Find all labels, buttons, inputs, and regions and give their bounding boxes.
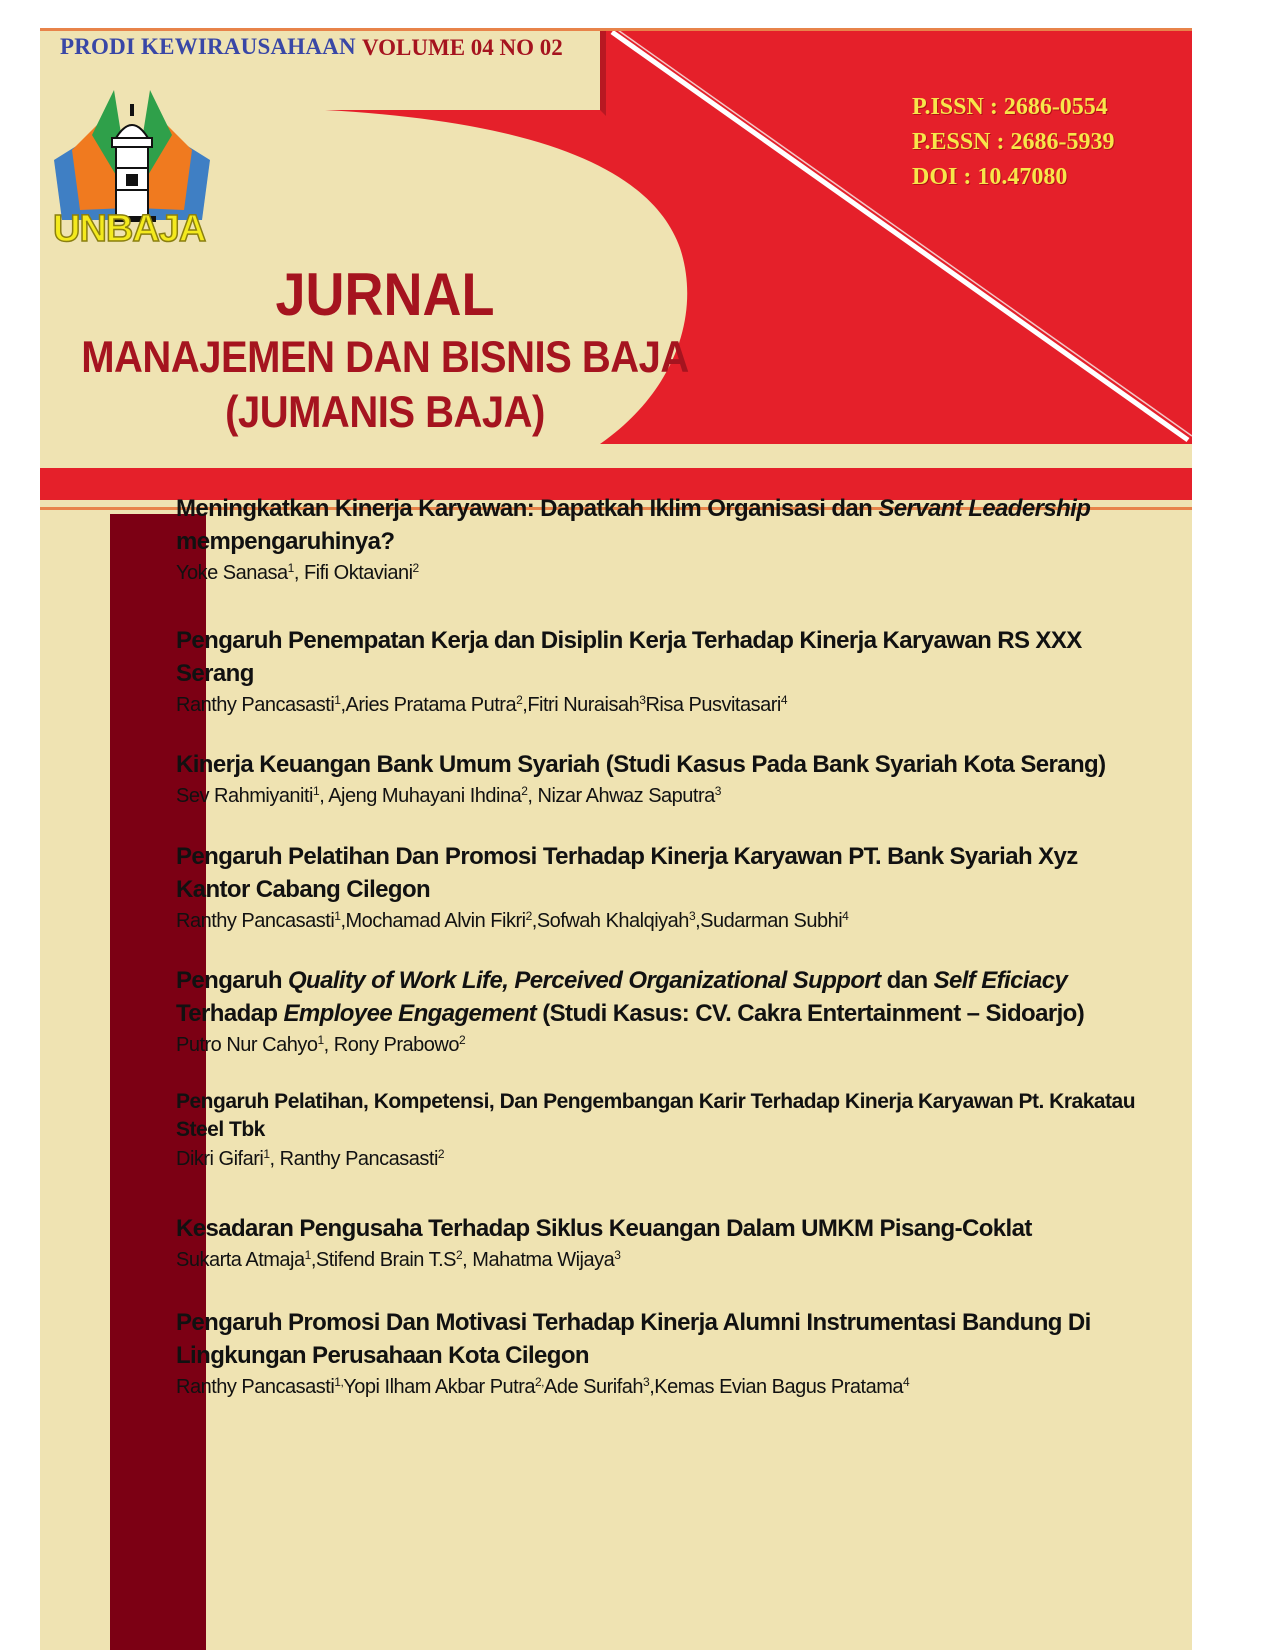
author-name: ,Sudarman Subhi bbox=[695, 910, 843, 932]
article-title[interactable] bbox=[176, 492, 1146, 558]
article-authors bbox=[176, 1030, 1146, 1060]
author-name: Risa Pusvitasari bbox=[645, 694, 781, 716]
journal-title-line3: (JUMANIS BAJA) bbox=[225, 388, 545, 438]
author-name: Ranthy Pancasasti bbox=[176, 694, 335, 716]
article-authors bbox=[176, 1245, 1146, 1275]
article-title-segment: Pengaruh bbox=[176, 967, 288, 994]
author-affiliation-number: 1 bbox=[304, 1248, 311, 1262]
author-affiliation-number: 2 bbox=[437, 1147, 445, 1161]
author-affiliation-number: 1 bbox=[287, 561, 294, 575]
author-affiliation-number: 1 bbox=[263, 1147, 270, 1161]
article-title-segment: Employee Engagement bbox=[283, 1000, 537, 1027]
author-affiliation-number: 3 bbox=[643, 1375, 650, 1389]
electronic-issn: P.ESSN : 2686-5939 bbox=[912, 129, 1115, 155]
author-name: Putro Nur Cahyo bbox=[176, 1034, 318, 1056]
author-name: , Rony Prabowo bbox=[323, 1034, 459, 1056]
article-entry[interactable] bbox=[176, 840, 1146, 936]
article-title-segment: Pengaruh Pelatihan, Kompetensi, Dan Pengembangan Karir Terhadap Kinerja Karyawan Pt. Krakatau Steel Tbk bbox=[176, 1090, 1136, 1141]
article-entry[interactable] bbox=[176, 1306, 1146, 1402]
article-title-segment: Kesadaran Pengusaha Terhadap Siklus Keuangan Dalam UMKM Pisang-Coklat bbox=[176, 1215, 1032, 1242]
article-entry[interactable] bbox=[176, 492, 1146, 588]
author-name: Yopi Ilham Akbar Putra bbox=[343, 1376, 535, 1398]
author-affiliation-number: 2 bbox=[455, 1248, 463, 1262]
article-title-segment: Meningkatkan Kinerja Karyawan: Dapatkah Iklim Organisasi dan bbox=[176, 495, 879, 522]
author-affiliation-number: 1, bbox=[334, 1375, 344, 1389]
article-title[interactable] bbox=[176, 840, 1146, 906]
author-affiliation-number: 1 bbox=[334, 909, 341, 923]
journal-cover bbox=[40, 28, 1192, 1650]
article-authors bbox=[176, 1372, 1146, 1402]
author-name: , Ajeng Muhayani Ihdina bbox=[319, 785, 522, 807]
author-affiliation-number: 4 bbox=[903, 1375, 910, 1389]
article-title-segment: mempengaruhinya? bbox=[176, 528, 395, 555]
logo-wordmark: UNBAJA bbox=[53, 208, 206, 250]
author-name: Dikri Gifari bbox=[176, 1148, 264, 1170]
journal-title-line1: JURNAL bbox=[275, 261, 495, 329]
author-name: Sev Rahmiyaniti bbox=[176, 785, 314, 807]
red-banner-shadow bbox=[600, 28, 606, 116]
author-name: Ade Surifah bbox=[544, 1376, 644, 1398]
article-authors bbox=[176, 558, 1146, 588]
article-title[interactable] bbox=[176, 1212, 1146, 1245]
author-affiliation-number: 2, bbox=[535, 1375, 545, 1389]
author-affiliation-number: 3 bbox=[614, 1248, 621, 1262]
article-title-segment: Quality of Work Life, Perceived Organizational Support bbox=[287, 967, 881, 994]
program-label: PRODI KEWIRAUSAHAAN bbox=[60, 34, 356, 59]
article-title[interactable] bbox=[176, 1088, 1146, 1144]
article-title-segment: Pengaruh Promosi Dan Motivasi Terhadap Kinerja Alumni Instrumentasi Bandung Di Lingkungan Perusahaan Kota Cilegon bbox=[176, 1309, 1091, 1369]
article-title-segment: Servant Leadership bbox=[878, 495, 1091, 522]
doi-label: DOI : 10.47080 bbox=[912, 164, 1068, 190]
article-title-segment: dan bbox=[880, 967, 934, 994]
author-affiliation-number: 4 bbox=[780, 693, 788, 707]
article-authors bbox=[176, 906, 1146, 936]
article-title-segment: Pengaruh Pelatihan Dan Promosi Terhadap Kinerja Karyawan PT. Bank Syariah Xyz Kantor Cabang Cilegon bbox=[176, 843, 1078, 903]
author-name: Yoke Sanasa bbox=[176, 562, 288, 584]
author-affiliation-number: 2 bbox=[521, 784, 528, 798]
author-affiliation-number: 3 bbox=[639, 693, 646, 707]
author-name: ,Aries Pratama Putra bbox=[340, 694, 517, 716]
author-name: , Mahatma Wijaya bbox=[462, 1249, 615, 1271]
article-entry[interactable] bbox=[176, 748, 1146, 811]
author-affiliation-number: 2 bbox=[516, 693, 523, 707]
author-name: , Fifi Oktaviani bbox=[293, 562, 413, 584]
author-name: , Ranthy Pancasasti bbox=[269, 1148, 438, 1170]
author-name: ,Fitri Nuraisah bbox=[522, 694, 640, 716]
journal-title-line2: MANAJEMEN DAN BISNIS BAJA bbox=[81, 333, 689, 383]
article-title[interactable] bbox=[176, 964, 1146, 1030]
author-name: Sukarta Atmaja bbox=[176, 1249, 305, 1271]
author-name: ,Stifend Brain T.S bbox=[310, 1249, 456, 1271]
author-affiliation-number: 3 bbox=[714, 784, 721, 798]
article-title-segment: Self Eficiacy bbox=[933, 967, 1068, 994]
volume-label: VOLUME 04 NO 02 bbox=[362, 35, 563, 60]
author-affiliation-number: 2 bbox=[412, 561, 419, 575]
author-affiliation-number: 1 bbox=[317, 1033, 324, 1047]
article-title[interactable] bbox=[176, 624, 1146, 690]
top-orange-line bbox=[40, 28, 1192, 31]
author-name: Ranthy Pancasasti bbox=[176, 910, 335, 932]
author-name: ,Sofwah Khalqiyah bbox=[531, 910, 689, 932]
author-name: ,Kemas Evian Bagus Pratama bbox=[649, 1376, 904, 1398]
article-title-segment: Pengaruh Penempatan Kerja dan Disiplin Kerja Terhadap Kinerja Karyawan RS XXX Serang bbox=[176, 627, 1082, 687]
article-title[interactable] bbox=[176, 748, 1146, 781]
article-authors bbox=[176, 781, 1146, 811]
article-entry[interactable] bbox=[176, 964, 1146, 1060]
article-entry[interactable] bbox=[176, 1212, 1146, 1275]
author-affiliation-number: 2 bbox=[525, 909, 532, 923]
article-title[interactable] bbox=[176, 1306, 1146, 1372]
author-affiliation-number: 2 bbox=[458, 1033, 466, 1047]
article-authors bbox=[176, 690, 1146, 720]
print-issn: P.ISSN : 2686-0554 bbox=[912, 94, 1108, 120]
article-title-segment: Kinerja Keuangan Bank Umum Syariah (Studi Kasus Pada Bank Syariah Kota Serang) bbox=[176, 751, 1106, 778]
article-entry[interactable] bbox=[176, 624, 1146, 720]
author-affiliation-number: 3 bbox=[688, 909, 696, 923]
article-entry[interactable] bbox=[176, 1088, 1146, 1174]
article-title-segment: Terhadap bbox=[176, 1000, 284, 1027]
author-affiliation-number: 1 bbox=[313, 784, 320, 798]
article-authors bbox=[176, 1144, 1146, 1174]
author-affiliation-number: 1 bbox=[334, 693, 341, 707]
author-affiliation-number: 4 bbox=[842, 909, 849, 923]
author-name: ,Mochamad Alvin Fikri bbox=[340, 910, 526, 932]
article-title-segment: (Studi Kasus: CV. Cakra Entertainment – Sidoarjo) bbox=[536, 1000, 1085, 1027]
author-name: Ranthy Pancasasti bbox=[176, 1376, 335, 1398]
author-name: , Nizar Ahwaz Saputra bbox=[527, 785, 715, 807]
